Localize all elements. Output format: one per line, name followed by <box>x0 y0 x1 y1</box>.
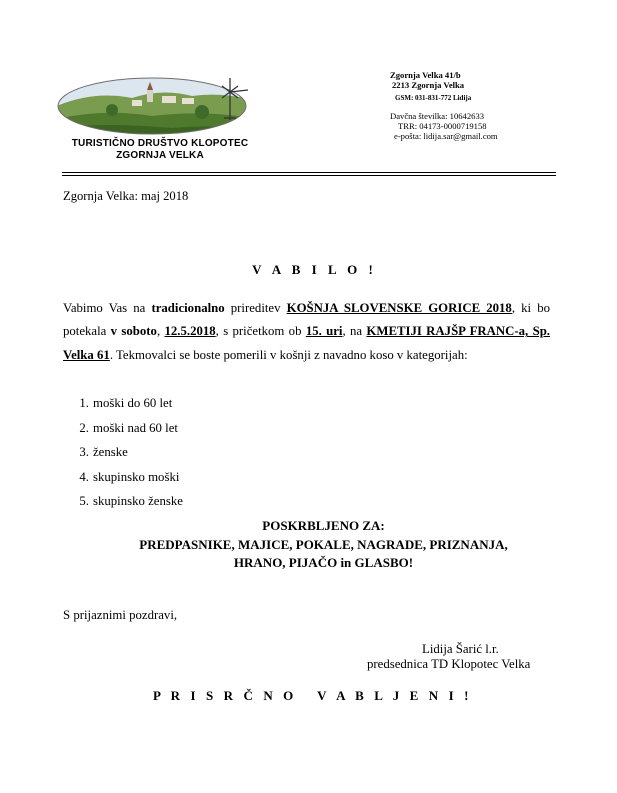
event-time: 15. uri <box>305 324 343 339</box>
address-line1: Zgornja Velka 41/b <box>390 70 461 80</box>
body-text-3: , ki bo potekala <box>63 301 550 339</box>
event-date: 12.5.2018 <box>164 324 216 339</box>
signature-role: predsednica TD Klopotec Velka <box>367 657 531 671</box>
trr-number: TRR: 04173-0000719158 <box>398 121 487 131</box>
invitation-paragraph <box>63 297 550 367</box>
body-text-1: Vabimo Vas na <box>63 301 152 315</box>
list-item: 3. ženske <box>79 445 128 459</box>
header-divider <box>62 172 556 173</box>
body-text-5: , s pričetkom ob <box>215 324 306 339</box>
provided-heading: POSKRBLJENO ZA: <box>262 518 385 533</box>
list-item: 2. moški nad 60 let <box>79 420 178 435</box>
provided-items-line1: PREDPASNIKE, MAJICE, POKALE, NAGRADE, PRIZNANJA, <box>139 536 508 552</box>
list-item: 5. skupinsko ženske <box>79 494 183 508</box>
address-line2: 2213 Zgornja Velka <box>392 80 465 90</box>
body-text-4: , <box>156 324 165 339</box>
organization-name-line2: ZGORNJA VELKA <box>116 150 204 161</box>
club-logo <box>52 68 252 148</box>
signature-name: Lidija Šarić l.r. <box>422 642 499 656</box>
document-title: V A B I L O ! <box>252 262 377 277</box>
contact-block <box>390 70 498 141</box>
closing-line: P R I S R Č N O V A B L J E N I ! <box>152 688 473 703</box>
body-text-7: . Tekmovalci se boste pomerili v košnji z navadno koso v kategorijah: <box>109 347 468 362</box>
gsm-line: GSM: 031-831-772 Lidija <box>395 94 472 102</box>
provided-block <box>60 517 587 573</box>
event-location: KMETIJI RAJŠP FRANC-a, Sp. Velka 61 <box>63 324 551 362</box>
provided-items-line2: HRANO, PIJAČO in GLASBO! <box>233 555 414 570</box>
body-bold-traditional: tradicionalno <box>151 301 225 315</box>
list-item: 1. moški do 60 let <box>79 396 173 410</box>
tax-number: Davčna številka: 10642633 <box>390 111 485 121</box>
regards-line: S prijaznimi pozdravi, <box>63 608 178 622</box>
organization-name-line1: TURISTIČNO DRUŠTVO KLOPOTEC <box>71 138 249 149</box>
body-text-6: , na <box>342 324 367 339</box>
organization-name <box>60 138 260 162</box>
event-name: KOŠNJA SLOVENSKE GORICE 2018 <box>286 301 512 315</box>
list-item: 4. skupinsko moški <box>79 469 180 484</box>
event-day: v soboto <box>110 324 157 339</box>
date-line: Zgornja Velka: maj 2018 <box>63 189 189 203</box>
email-line: e-pošta: lidija.sar@gmail.com <box>394 131 498 141</box>
body-text-2: prireditev <box>224 301 287 315</box>
category-list <box>63 394 183 517</box>
header-divider-second <box>62 175 556 176</box>
